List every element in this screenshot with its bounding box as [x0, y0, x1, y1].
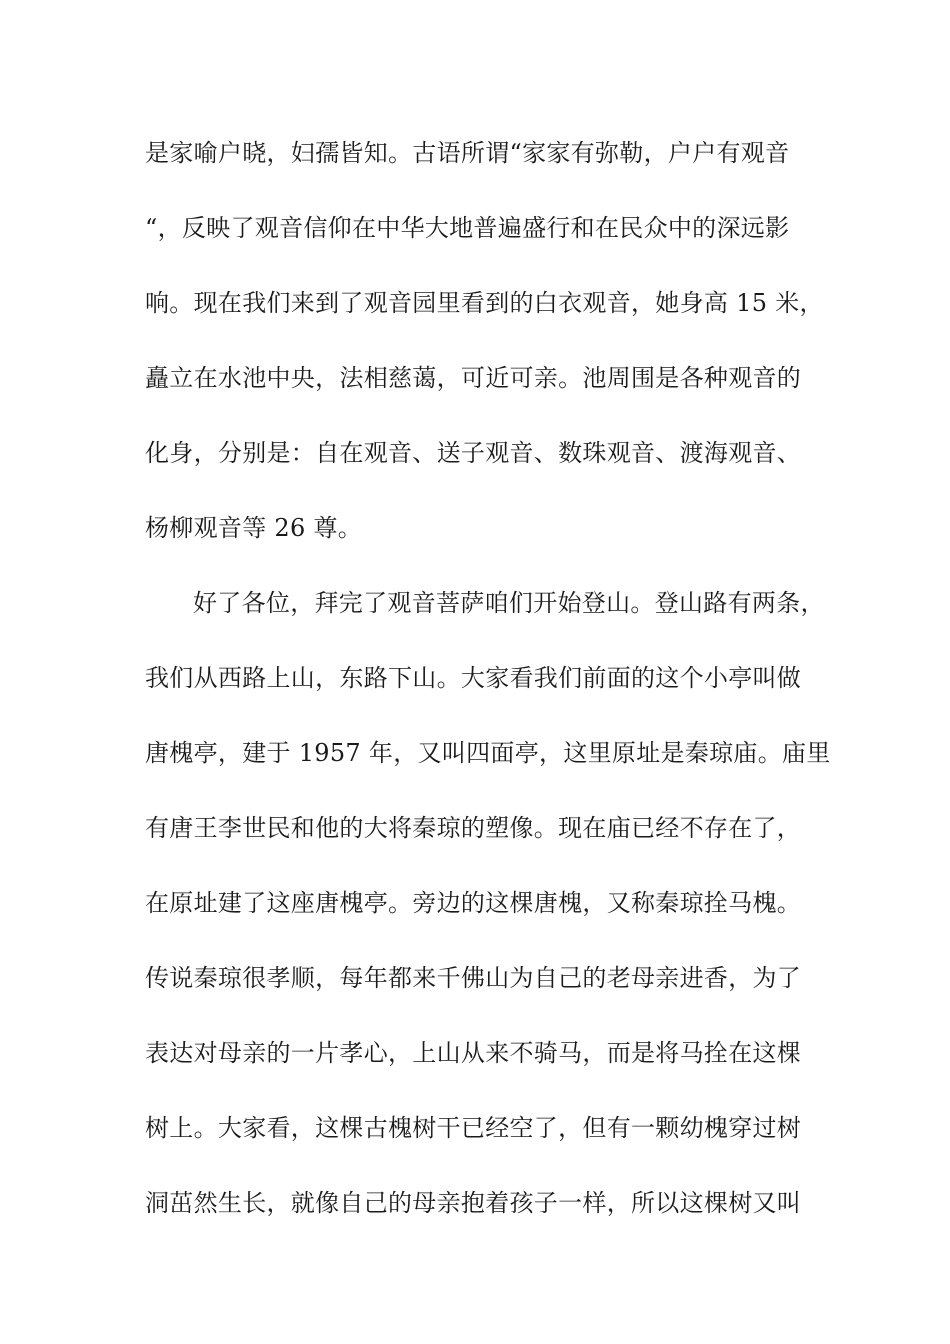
text-line: 我们从西路上山，东路下山。大家看我们前面的这个小亭叫做: [145, 664, 802, 692]
text-line: 化身，分别是：自在观音、送子观音、数珠观音、渡海观音、: [145, 439, 802, 467]
text-line: 表达对母亲的一片孝心，上山从来不骑马，而是将马拴在这棵: [145, 1039, 802, 1067]
text-line: 杨柳观音等 26 尊。: [145, 514, 363, 542]
body-text: [145, 131, 831, 1256]
text-line: 洞茁然生长，就像自己的母亲抱着孩子一样，所以这棵树又叫: [145, 1189, 802, 1217]
text-line: 树上。大家看，这棵古槐树干已经空了，但有一颗幼槐穿过树: [145, 1114, 802, 1142]
text-line: 在原址建了这座唐槐亭。旁边的这棵唐槐，又称秦琼拴马槐。: [145, 889, 802, 917]
text-line: 矗立在水池中央，法相慈蔼，可近可亲。池周围是各种观音的: [145, 364, 802, 392]
text-line: “，反映了观音信仰在中华大地普遍盛行和在民众中的深远影: [145, 214, 790, 242]
text-line: 有唐王李世民和他的大将秦琼的塑像。现在庙已经不存在了，: [145, 814, 802, 842]
text-line: 是家喻户晓，妇孺皆知。古语所谓“家家有弥勒，户户有观音: [145, 139, 790, 167]
text-line: 传说秦琼很孝顺，每年都来千佛山为自己的老母亲进香，为了: [145, 964, 802, 992]
text-line: 响。现在我们来到了观音园里看到的白衣观音，她身高 15 米，: [145, 289, 824, 317]
paragraph-start-line: 好了各位，拜完了观音菩萨咱们开始登山。登山路有两条，: [193, 589, 825, 617]
text-line: 唐槐亭，建于 1957 年，又叫四面亭，这里原址是秦琼庙。庙里: [145, 739, 831, 767]
